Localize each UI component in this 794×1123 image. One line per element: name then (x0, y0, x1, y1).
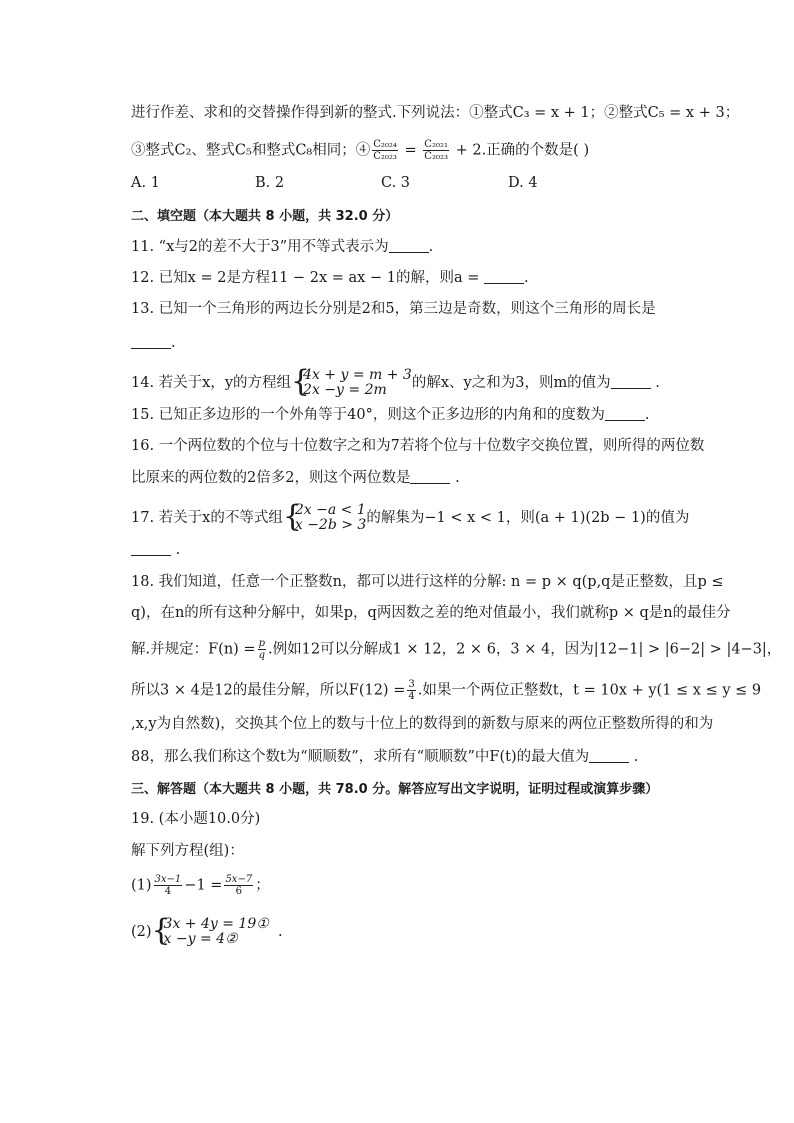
q17-ineq-1: 2x −a < 1 (294, 502, 366, 518)
q19-eq-1: 3x + 4y = 19① (163, 916, 269, 932)
option-c: C. 3 (381, 175, 411, 191)
q18-question: 88，那么我们称这个数t为“顺顺数”，求所有“顺顺数”中F(t)的最大值为 (131, 749, 590, 765)
q16-line-1: 16. 一个两位数的个位与十位数字之和为7若将个位与十位数字交换位置，则所得的两位数 (131, 438, 705, 454)
q10-statement-line-2 (131, 139, 589, 162)
q17-text-pre: 17. 若关于x的不等式组 (131, 510, 283, 526)
q10-statement-line-1 (131, 103, 739, 123)
section-fill-in-heading: 二、填空题（本大题共 8 小题，共 32.0 分） (131, 209, 399, 224)
q18-fraction-pq-den: q (258, 650, 265, 661)
q16-answer-blank[interactable] (410, 469, 450, 484)
q14-brace: { (291, 364, 311, 399)
q14-text-pre: 14. 若关于x，y的方程组 (131, 375, 292, 391)
q18-definition-pre: 解.并规定：F(n) = (131, 641, 256, 658)
q12-line (131, 268, 529, 288)
q17-answer-blank[interactable] (131, 541, 171, 556)
q10-fraction-1-num: C₂₀₂₄ (373, 139, 397, 150)
q12-end: . (523, 270, 529, 286)
q17-line-2 (131, 540, 180, 560)
q18-fraction-34 (407, 679, 415, 702)
q18-line-3 (131, 638, 781, 661)
q19-part-2 (131, 913, 283, 948)
q17-line (131, 499, 690, 534)
q19-fraction-1 (154, 874, 183, 897)
q15-text: 15. 已知正多边形的一个外角等于40°，则这个正多边形的内角和的度数为 (131, 407, 605, 423)
q12-text: 12. 已知x = 2是方程11 − 2x = ax − 1的解，则a = (131, 270, 480, 286)
q13-line-2 (131, 333, 176, 353)
q19-fraction-2 (224, 874, 253, 897)
q18-line-2: q)，在n的所有这种分解中，如果p，q两因数之差的绝对值最小，我们就称p × q是n的最佳分 (131, 605, 731, 621)
q17-inequality-system (282, 499, 367, 534)
q14-equation-system (291, 364, 412, 399)
q17-brace: { (282, 499, 302, 534)
q16-line-2 (131, 468, 460, 488)
q19-intro: 解下列方程(组)： (131, 843, 244, 859)
q14-eq-1: 4x + y = m + 3 (303, 367, 412, 383)
q19-part-1-mid: −1 = (184, 877, 223, 894)
q19-part-1-end: ； (255, 877, 270, 894)
q18-example-pre: 所以3 × 4是12的最佳分解，所以F(12) = (131, 682, 406, 699)
q18-fraction-34-num: 3 (408, 679, 415, 690)
q19-equation-system (151, 913, 269, 948)
q18-line-4 (131, 679, 761, 702)
q13-answer-blank[interactable] (131, 334, 171, 349)
q18-line-6 (131, 747, 638, 767)
q11-text: 11. “x与2的差不大于3”用不等式表示为 (131, 239, 389, 255)
q18-answer-blank[interactable] (589, 748, 629, 763)
q19-part-2-end: . (278, 924, 283, 940)
q19-fraction-2-num: 5x−7 (225, 874, 253, 885)
q10-fraction-1 (372, 139, 398, 162)
q11-end: . (428, 239, 434, 255)
q18-end: . (633, 749, 639, 765)
q13-end: . (171, 335, 176, 351)
q15-end: . (644, 407, 650, 423)
q10-fraction-2 (423, 139, 449, 162)
q18-line-1: 18. 我们知道，任意一个正整数n，都可以进行这样的分解: n = p × q(p,q是正整数，且p ≤ (131, 574, 724, 590)
q18-definition-post: .例如12可以分解成1 × 12，2 × 6，3 × 4，因为|12−1| > |6−2| > |4−3|， (268, 641, 782, 658)
q12-answer-blank[interactable] (484, 269, 524, 284)
q17-end: . (175, 542, 181, 558)
q18-example-post: .如果一个两位正整数t，t = 10x + y(1 ≤ x ≤ y ≤ 9 (417, 682, 762, 699)
q18-fraction-34-den: 4 (408, 691, 415, 702)
section-solutions-heading: 三、解答题（本大题共 8 小题，共 78.0 分。解答应写出文字说明，证明过程或演算步骤） (131, 782, 659, 797)
q14-answer-blank[interactable] (611, 374, 651, 389)
option-d: D. 4 (508, 175, 538, 191)
q10-statement-text: 进行作差、求和的交替操作得到新的整式.下列说法：①整式C₃ = x + 1；②整式C₅ = x + 3； (131, 105, 740, 121)
q10-equals: = (399, 142, 422, 159)
q14-text-post: 的解x、y之和为3，则m的值为 (411, 375, 611, 391)
q19-heading: 19. (本小题10.0分) (131, 811, 261, 827)
q18-line-5: ,x,y为自然数)，交换其个位上的数与十位上的数得到的新数与原来的两位正整数所得的和为 (131, 716, 714, 732)
q19-brace: { (151, 913, 171, 948)
q18-fraction-pq-num: p (258, 638, 265, 649)
q17-ineq-2: x −2b > 3 (294, 517, 367, 533)
q10-statement-pre: ③整式C₂、整式C₅和整式C₈相同；④ (131, 142, 371, 159)
option-b: B. 2 (255, 175, 285, 191)
q19-fraction-2-den: 6 (235, 886, 242, 897)
option-a: A. 1 (131, 175, 160, 191)
q16-text: 比原来的两位数的2倍多2，则这个两位数是 (131, 470, 411, 486)
q14-eq-2: 2x −y = 2m (303, 382, 387, 398)
q19-part-1 (131, 874, 270, 897)
q14-line (131, 364, 660, 399)
q19-fraction-1-den: 4 (164, 886, 172, 897)
q11-answer-blank[interactable] (389, 238, 429, 253)
q15-line (131, 405, 649, 425)
q18-fraction-pq (258, 638, 266, 661)
q19-part-2-label: (2) (131, 924, 152, 940)
q13-line-1: 13. 已知一个三角形的两边长分别是2和5，第三边是奇数，则这个三角形的周长是 (131, 301, 656, 317)
q10-fraction-1-den: C₂₀₂₃ (373, 151, 397, 162)
q19-fraction-1-num: 3x−1 (154, 874, 182, 885)
q14-end: . (655, 375, 660, 391)
q10-statement-post: + 2.正确的个数是( ) (450, 142, 590, 159)
q10-fraction-2-num: C₂₀₂₁ (424, 139, 448, 150)
q11-line (131, 237, 433, 257)
q19-part-1-label: (1) (131, 877, 152, 894)
q15-answer-blank[interactable] (605, 406, 645, 421)
q17-text-post: 的解集为−1 < x < 1，则(a + 1)(2b − 1)的值为 (366, 510, 690, 526)
q10-fraction-2-den: C₂₀₂₃ (424, 151, 448, 162)
q16-end: . (455, 470, 460, 486)
q19-eq-2: x −y = 4② (163, 931, 238, 947)
